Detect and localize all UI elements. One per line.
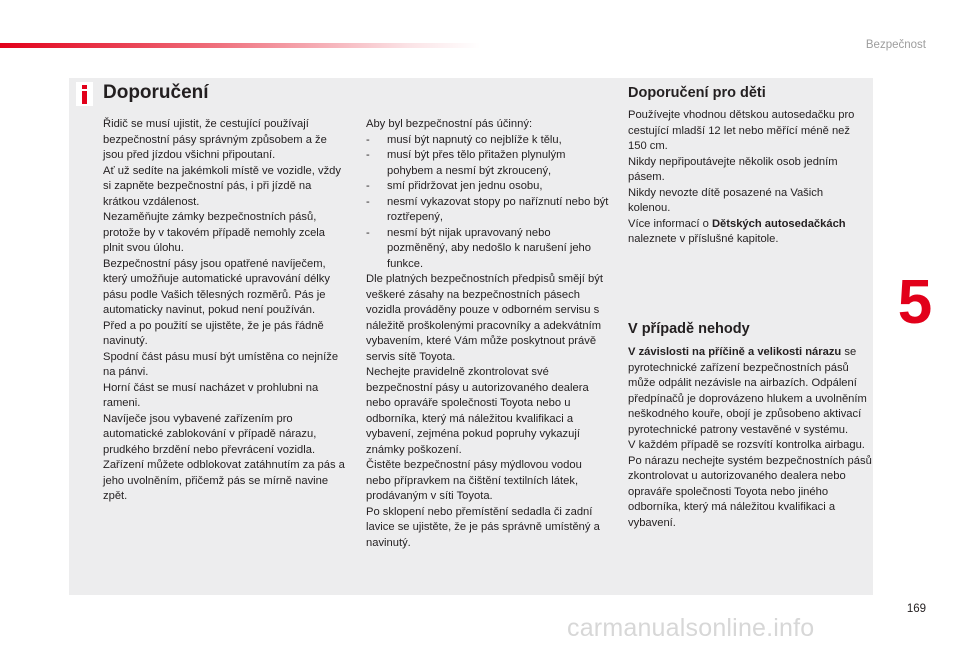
- recommendations-column-2: [366, 117, 609, 551]
- children-text: [628, 108, 868, 248]
- accident-text: [628, 345, 873, 531]
- child-seats-reference: Dětských autosedačkách: [711, 217, 846, 230]
- paragraph: Po nárazu nechejte systém bezpečnostních pásů zkontrolovat u autorizovaného dealera nebo opraváře společnosti Toyota nebo jiného odborníka, který má náležitou kvalifikaci a vybavení.: [628, 454, 872, 529]
- list-dash: -: [366, 149, 370, 161]
- paragraph: Po sklopení nebo přemístění sedadla či zadní lavice se ujistěte, že je pás správně umístěný a navinutý.: [366, 505, 600, 549]
- list-dash: -: [366, 226, 370, 239]
- list-item: - musí být přes tělo přitažen plynulým pohybem a nesmí být zkroucený,: [366, 149, 566, 177]
- paragraph: Nechejte pravidelně zkontrolovat své bezpečnostní pásy u autorizovaného dealera nebo opravářе společnosti Toyota nebo u odborníka, který má náležitou kvalifikaci a vybavení, zejména pokud popruhy vykazují známky poškození.: [366, 366, 589, 456]
- list-intro: Aby byl bezpečnostní pás účinný:: [366, 118, 533, 130]
- paragraph: Řidič se musí ujistit, že cestující používají bezpečnostní pásy správným způsobem a že jsou před jízdou všichni připoutaní.: [103, 118, 327, 161]
- recommendations-column-1: [103, 117, 345, 505]
- chapter-number: 5: [897, 268, 933, 337]
- info-icon: [76, 82, 93, 106]
- paragraph: V každém případě se rozsvítí kontrolka airbagu.: [628, 439, 865, 451]
- accident-heading: V případě nehody: [628, 321, 750, 337]
- paragraph: Navíječe jsou vybavené zařízením pro automatické zablokování v případě nárazu, prudkého brzdění nebo převrácení vozidla. Zařízení můžete odblokovat zatáhnutím za pás a jeho uvolněním, přičemž pás se mírně navine zpět.: [103, 412, 345, 502]
- paragraph: Čistěte bezpečnostní pásy mýdlovou vodou nebo přípravkem na čištění textilních látek, prodávaným v síti Toyota.: [366, 459, 582, 502]
- page-title: Doporučení: [103, 82, 209, 103]
- watermark: carmanualsonline.info: [567, 614, 815, 642]
- paragraph: Nikdy nevozte dítě posazené na Vašich kolenou.: [628, 186, 824, 214]
- page-number: 169: [906, 603, 926, 615]
- paragraph: Nezaměňujte zámky bezpečnostních pásů, protože by v takovém případě nemohly zcela plnit svou úlohu.: [103, 211, 326, 254]
- paragraph: Bezpečnostní pásy jsou opatřené navíječem, který umožňuje automatické upravování délky pásu podle Vašich tělesných rozměrů. Pás je automaticky navinut, pokud není používán.: [103, 257, 330, 316]
- list-item: - musí být napnutý co nejblíže k tělu,: [366, 133, 609, 149]
- list-dash: -: [366, 195, 370, 208]
- paragraph: Před a po použití se ujistěte, že je pás řádně navinutý.: [103, 319, 324, 347]
- paragraph: Nikdy nepřipoutávejte několik osob jedním pásem.: [628, 155, 838, 183]
- paragraph: Dle platných bezpečnostních předpisů smějí být veškeré zásahy na bezpečnostních pásech vozidla prováděny pouze v odborném servisu s náležitě proškolenými pracovníky a adekvátním vybavením, které Vám může poskytnout právě servis sítě Toyota.: [366, 273, 603, 363]
- list-dash: -: [366, 180, 370, 192]
- paragraph: Používejte vhodnou dětskou autosedačku pro cestující mladší 12 let nebo měřící méně než 150 cm.: [628, 109, 855, 152]
- paragraph: Ať už sedíte na jakémkoli místě ve vozidle, vždy si zapněte bezpečnostní pás, i při jízdě na krátkou vzdálenost.: [103, 164, 341, 208]
- accident-lead: V závislosti na příčině a velikosti nárazu: [628, 346, 842, 358]
- paragraph: V závislosti na příčině a velikosti nárazu se pyrotechnické zařízení bezpečnostních pásů může odpálit nezávisle na airbazích. Odpálení předpínačů je doprovázeno hlukem a uvolněním neškodného kouře, obojí je způsobeno aktivací pyrotechnické patrony vestavěné v systému.: [628, 346, 867, 436]
- section-title: Bezpečnost: [865, 39, 926, 51]
- list-item: - nesmí vykazovat stopy po naříznutí nebo být roztřepený,: [366, 195, 609, 223]
- paragraph: Horní část se musí nacházet v prohlubni na rameni.: [103, 381, 319, 409]
- children-heading: Doporučení pro děti: [628, 85, 766, 101]
- list-dash: -: [366, 133, 370, 146]
- paragraph: Spodní část pásu musí být umístěna co nejníže na pánvi.: [103, 350, 339, 378]
- list-item: - nesmí být nijak upravovaný nebo pozměněný, aby nedošlo k narušení jeho funkce.: [366, 226, 591, 270]
- header-accent-bar: [0, 43, 480, 48]
- paragraph: Více informací o Dětských autosedačkách naleznete v příslušné kapitole.: [628, 217, 846, 245]
- list-item: - smí přidržovat jen jednu osobu,: [366, 179, 609, 195]
